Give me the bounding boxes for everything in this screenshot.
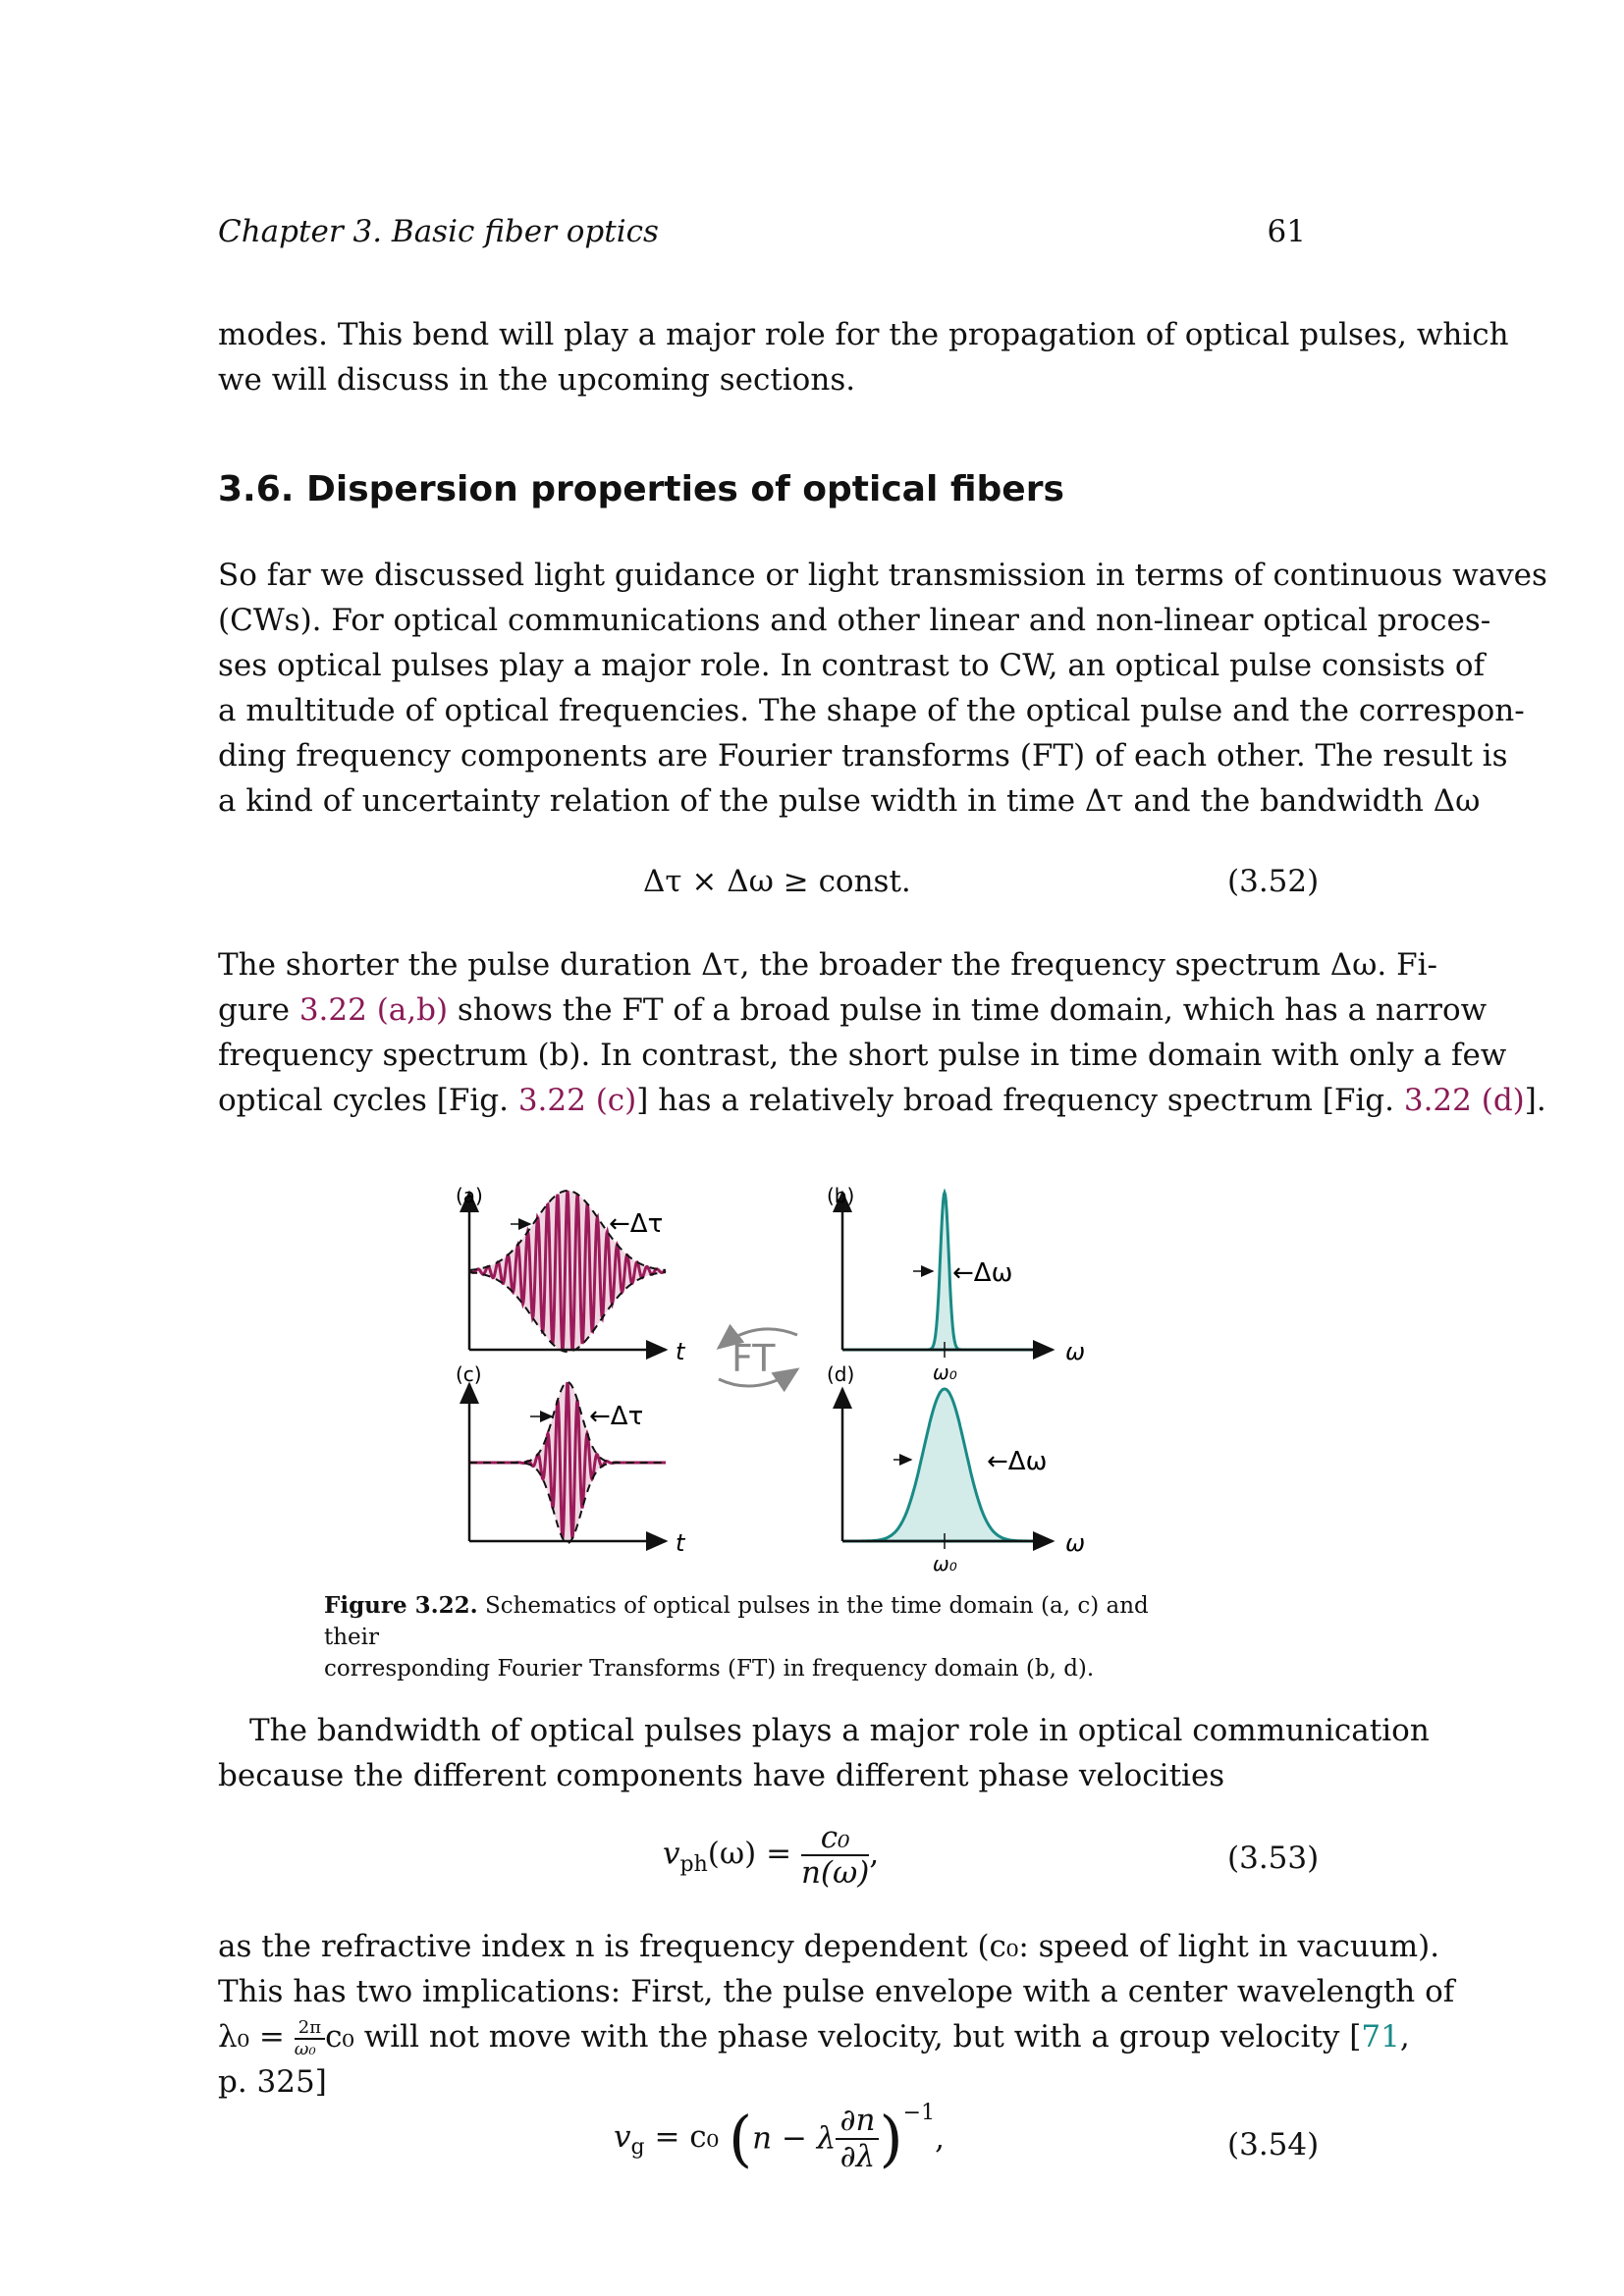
equation-number: (3.52) <box>1227 864 1320 899</box>
equation-number: (3.53) <box>1227 1841 1320 1876</box>
omega0-label: ω₀ <box>933 1552 957 1575</box>
running-head-chapter: Chapter 3. Basic fiber optics <box>218 214 659 249</box>
figure-caption <box>324 1590 1208 1684</box>
caption-text: Schematics of optical pulses in the time domain (a, c) and their <box>324 1593 1149 1650</box>
text-line: λ₀ = $\frac{2\pi}{\text{ω₀}}$ c₀ will not move with the phase velocity, but with a group velocity [71, <box>218 2016 1410 2059</box>
text-line: gure 3.22 (a,b) shows the FT of a broad pulse in time domain, which has a narrow <box>218 992 1488 1028</box>
panel-c <box>456 1362 686 1557</box>
text-line: p. 325] <box>218 2064 327 2100</box>
page-number: 61 <box>1267 214 1306 249</box>
figure-link[interactable]: 3.22 (c) <box>517 1083 637 1118</box>
equation-3-52: Δτ × Δω ≥ const. <box>643 864 911 899</box>
figure-link[interactable]: 3.22 (d) <box>1403 1083 1525 1118</box>
paragraph-4 <box>218 1924 1455 2105</box>
text-line: The shorter the pulse duration Δτ, the broader the frequency spectrum Δω. Fi- <box>218 947 1437 983</box>
panel-label-c: (c) <box>456 1362 482 1386</box>
text-line: This has two implications: First, the pulse envelope with a center wavelength of <box>218 1974 1455 2009</box>
section-heading: 3.6. Dispersion properties of optical fibers <box>218 469 1064 509</box>
delta-tau-label: ←Δτ <box>589 1402 644 1431</box>
citation-link[interactable]: 71 <box>1361 2019 1400 2055</box>
paragraph-1 <box>218 553 1547 824</box>
equation-3-54: $v_g = c_0$ (n − λ $\frac{\partial n}{\partial\lambda}$ )$^{-1}$, <box>614 2101 945 2174</box>
figure-link[interactable]: 3.22 (a,b) <box>298 992 449 1028</box>
text-line: modes. This bend will play a major role for the propagation of optical pulses, which <box>218 317 1509 352</box>
text-line: The bandwidth of optical pulses plays a major role in optical communication <box>249 1713 1430 1748</box>
text-line: So far we discussed light guidance or light transmission in terms of continuous waves <box>218 558 1547 593</box>
axis-t-label: t <box>676 1529 685 1557</box>
text-line: ding frequency components are Fourier transforms (FT) of each other. The result is <box>218 738 1508 774</box>
text-line: frequency spectrum (b). In contrast, the short pulse in time domain with only a few <box>218 1038 1507 1073</box>
panel-a <box>456 1184 686 1365</box>
text-line: ses optical pulses play a major role. In contrast to CW, an optical pulse consists of <box>218 648 1486 683</box>
paragraph-2 <box>218 942 1546 1123</box>
omega0-label: ω₀ <box>933 1361 957 1384</box>
axis-omega-label: ω <box>1065 1529 1086 1557</box>
caption-text: corresponding Fourier Transforms (FT) in frequency domain (b, d). <box>324 1656 1095 1682</box>
delta-tau-label: ←Δτ <box>609 1209 664 1239</box>
text-line: a multitude of optical frequencies. The shape of the optical pulse and the correspon- <box>218 693 1525 728</box>
figure-3-22 <box>432 1173 1139 1585</box>
text-line: (CWs). For optical communications and other linear and non-linear optical proces- <box>218 603 1491 638</box>
caption-label: Figure 3.22. <box>324 1592 478 1619</box>
text-line: optical cycles [Fig. 3.22 (c)] has a relatively broad frequency spectrum [Fig. 3.22 (d)]. <box>218 1083 1546 1118</box>
panel-label-b: (b) <box>827 1184 855 1207</box>
panel-d <box>827 1362 1085 1575</box>
intro-paragraph <box>218 312 1509 402</box>
delta-omega-label: ←Δω <box>952 1258 1013 1288</box>
text-line: as the refractive index n is frequency dependent (c₀: speed of light in vacuum). <box>218 1929 1440 1964</box>
paragraph-3 <box>218 1708 1430 1798</box>
text-line: because the different components have different phase velocities <box>218 1758 1225 1793</box>
text-line: a kind of uncertainty relation of the pulse width in time Δτ and the bandwidth Δω <box>218 783 1481 819</box>
panel-label-a: (a) <box>456 1184 483 1207</box>
panel-b <box>827 1184 1085 1384</box>
axis-t-label: t <box>676 1338 685 1365</box>
text-line: we will discuss in the upcoming sections. <box>218 362 856 398</box>
delta-omega-label: ←Δω <box>987 1447 1048 1476</box>
axis-omega-label: ω <box>1065 1338 1086 1365</box>
spectrum-b-curve <box>842 1193 1047 1350</box>
panel-label-d: (d) <box>827 1362 855 1386</box>
equation-3-53: $v_{ph}(\omega)$ = $\frac{\text{c₀}}{n(\omega)}$ , <box>663 1820 880 1892</box>
equation-number: (3.54) <box>1227 2127 1320 2163</box>
ft-label: FT <box>731 1337 776 1380</box>
